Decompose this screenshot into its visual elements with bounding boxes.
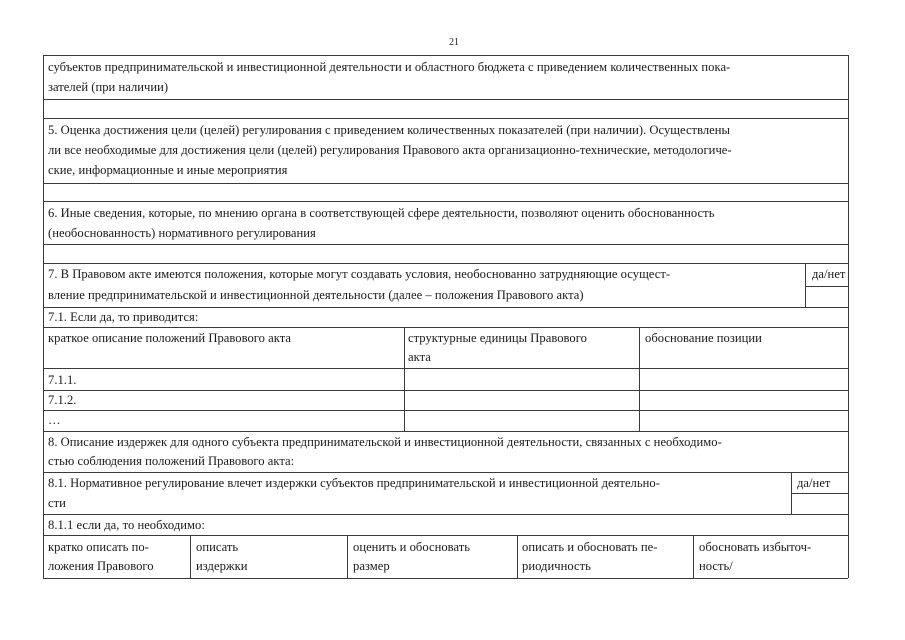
table-rule: [43, 472, 848, 473]
table-rule: [43, 118, 848, 119]
col-estimate-size: оценить и обосновать: [353, 540, 471, 554]
table-rule: [43, 183, 848, 184]
section-81-text: 8.1. Нормативное регулирование влечет издержки субъектов предпринимательской и инвестиционной деятельно-: [48, 476, 660, 490]
col-periodicity: описать и обосновать пе-: [522, 540, 658, 554]
intro-text: субъектов предпринимательской и инвестиционной деятельности и областного бюджета с приведением количественных пока-: [48, 60, 731, 74]
section-7-text: вление предпринимательской и инвестиционной деятельности (далее – положения Правового акта): [48, 288, 584, 302]
col-divider: [404, 327, 405, 431]
table-rule: [43, 410, 848, 411]
yesno-inner-rule: [805, 286, 848, 287]
section-811-text: 8.1.1 если да, то необходимо:: [48, 518, 205, 532]
col-header-description: краткое описание положений Правового акта: [48, 331, 292, 345]
table-rule: [43, 263, 848, 264]
col-header-units: акта: [408, 350, 431, 364]
col-header-justification: обоснование позиции: [645, 331, 762, 345]
col-divider: [639, 327, 640, 431]
section-8-text: стью соблюдения положений Правового акта:: [48, 454, 295, 468]
table-border-bottom: [43, 578, 848, 579]
section-6-text: (необоснованность) нормативного регулирования: [48, 226, 316, 240]
section-81-text: сти: [48, 496, 66, 510]
table-border-top: [43, 55, 848, 56]
col-divider: [347, 535, 348, 578]
table-rule: [43, 431, 848, 432]
table-rule: [43, 535, 848, 536]
table-rule: [43, 327, 848, 328]
row-label-ellipsis: …: [48, 413, 61, 427]
row-label-712: 7.1.2.: [48, 393, 77, 407]
section-5-text: ские, информационные и иные мероприятия: [48, 163, 288, 177]
col-describe-provisions: ложения Правового: [48, 559, 154, 573]
section-7-text: 7. В Правовом акте имеются положения, которые могут создавать условия, необоснованно затрудняющие осущест-: [48, 267, 671, 281]
col-redundancy: ность/: [699, 559, 733, 573]
section-71-text: 7.1. Если да, то приводится:: [48, 310, 199, 324]
table-rule: [43, 99, 848, 100]
table-border-right: [848, 55, 849, 578]
col-periodicity: риодичность: [522, 559, 591, 573]
section-7-yesno: да/нет: [812, 267, 846, 281]
table-rule: [43, 201, 848, 202]
page-number: 21: [449, 37, 459, 48]
section-6-text: 6. Иные сведения, которые, по мнению органа в соответствующей сфере деятельности, позволяют оценить обоснованность: [48, 206, 715, 220]
col-header-units: структурные единицы Правового: [408, 331, 587, 345]
intro-text: зателей (при наличии): [48, 80, 169, 94]
table-rule: [43, 368, 848, 369]
section-5-text: 5. Оценка достижения цели (целей) регулирования с приведением количественных показателей (при наличии). Осуществлены: [48, 123, 731, 137]
col-divider: [693, 535, 694, 578]
table-rule: [43, 390, 848, 391]
yesno-divider: [805, 263, 806, 307]
table-rule: [43, 514, 848, 515]
col-redundancy: обосновать избыточ-: [699, 540, 812, 554]
section-5-text: ли все необходимые для достижения цели (целей) регулирования Правового акта организационно-технические, методологиче-: [48, 143, 732, 157]
yesno-inner-rule: [791, 493, 848, 494]
col-describe-costs: издержки: [196, 559, 248, 573]
col-describe-costs: описать: [196, 540, 239, 554]
table-rule: [43, 244, 848, 245]
table-border-left: [43, 55, 44, 578]
col-estimate-size: размер: [353, 559, 390, 573]
section-8-text: 8. Описание издержек для одного субъекта предпринимательской и инвестиционной деятельности, связанных с необходимо-: [48, 435, 722, 449]
section-81-yesno: да/нет: [797, 476, 831, 490]
col-describe-provisions: кратко описать по-: [48, 540, 149, 554]
row-label-711: 7.1.1.: [48, 373, 77, 387]
col-divider: [517, 535, 518, 578]
col-divider: [190, 535, 191, 578]
yesno-divider: [791, 472, 792, 514]
